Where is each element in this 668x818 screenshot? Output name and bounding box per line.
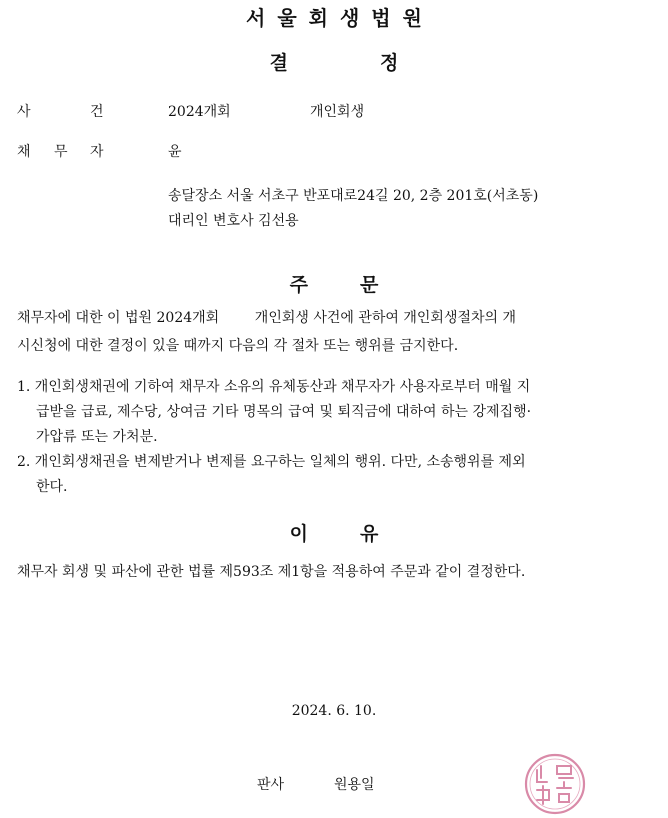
- order-intro: [17, 304, 653, 360]
- case-label-char-1: 사: [17, 104, 31, 120]
- document-title: [0, 48, 668, 75]
- reason-heading-left: 이: [289, 523, 308, 545]
- case-label-char-2: 건: [90, 104, 104, 120]
- order-heading: [0, 270, 668, 297]
- order-intro-line-1: 채무자에 대한 이 법원 2024개회 개인회생 사건에 관하여 개인회생절차의 개: [17, 310, 517, 326]
- decision-date: 2024. 6. 10.: [291, 703, 377, 719]
- order-item-2-line-1: 2. 개인회생채권을 변제받거나 변제를 요구하는 일체의 행위. 다만, 소송행위를 제외: [17, 454, 526, 470]
- order-item-1: [17, 375, 531, 450]
- judge-seal-stamp: [523, 752, 587, 816]
- order-item-1-line-3: 가압류 또는 가처분.: [36, 429, 158, 445]
- debtor-address: 송달장소 서울 서초구 반포대로24길 20, 2층 201호(서초동): [168, 188, 539, 204]
- order-item-1-line-2: 급받을 급료, 제수당, 상여금 기타 명목의 급여 및 퇴직금에 대하여 하는 강제집행·: [36, 404, 532, 420]
- title-right-char: 정: [380, 52, 399, 74]
- debtor-name: 윤: [168, 144, 182, 160]
- order-item-2-line-2: 한다.: [36, 479, 68, 495]
- case-number: 2024개회: [168, 104, 231, 120]
- debtor-label-char-2: 무: [54, 144, 68, 160]
- reason-heading-right: 유: [360, 523, 379, 545]
- order-heading-right: 문: [360, 274, 379, 296]
- judge-name: 원용일: [334, 777, 375, 793]
- court-name: 서울회생법원: [246, 6, 434, 30]
- reason-text: 채무자 회생 및 파산에 관한 법률 제593조 제1항을 적용하여 주문과 같이 결정한다.: [17, 564, 526, 580]
- order-item-2: [17, 450, 526, 500]
- judge-title: 판사: [257, 777, 285, 793]
- order-intro-line-2: 시신청에 대한 결정이 있을 때까지 다음의 각 절차 또는 행위를 금지한다.: [17, 338, 459, 354]
- debtor-label-char-1: 채: [17, 144, 31, 160]
- title-left-char: 결: [269, 52, 288, 74]
- debtor-label-char-3: 자: [90, 144, 104, 160]
- order-heading-left: 주: [289, 274, 308, 296]
- debtor-agent: 대리인 변호사 김선용: [168, 213, 299, 229]
- order-item-1-line-1: 1. 개인회생채권에 기하여 채무자 소유의 유체동산과 채무자가 사용자로부터 매월 지: [17, 379, 531, 395]
- reason-heading: [0, 519, 668, 546]
- case-type: 개인회생: [310, 104, 365, 120]
